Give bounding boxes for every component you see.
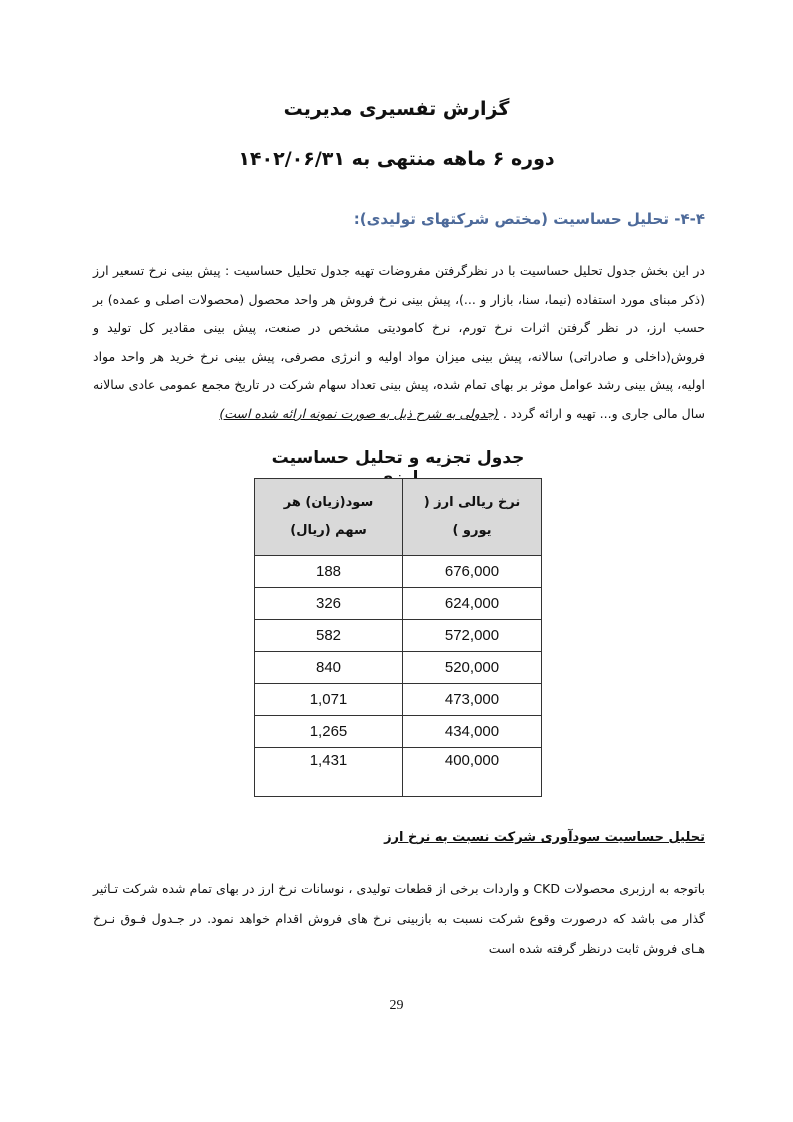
table-row bbox=[255, 716, 542, 748]
table-row bbox=[255, 556, 542, 588]
cell-eps: 1,265 bbox=[255, 716, 403, 748]
table-row bbox=[255, 588, 542, 620]
cell-eps: 1,071 bbox=[255, 684, 403, 716]
header-rate: نرخ ریالی ارز ( یورو ) bbox=[403, 479, 542, 556]
intro-paragraph bbox=[93, 257, 705, 429]
cell-rate: 434,000 bbox=[403, 716, 542, 748]
table-header-row bbox=[255, 479, 542, 556]
cell-rate: 473,000 bbox=[403, 684, 542, 716]
section-heading: ۴-۴- تحلیل حساسیت (مختص شرکتهای تولیدی): bbox=[353, 210, 705, 228]
cell-eps: 582 bbox=[255, 620, 403, 652]
table-row bbox=[255, 684, 542, 716]
header-eps: سود(زیان) هر سهم (ریال) bbox=[255, 479, 403, 556]
cell-rate: 676,000 bbox=[403, 556, 542, 588]
analysis-paragraph: باتوجه به ارزبری محصولات CKD و واردات برخی از قطعات تولیدی ، نوسانات نرخ ارز در بهای تمام شده شرکت تـاثیر گذار می باشد که درصورت وقوع شرکت نسبت به بازبینی نرخ های فروش اقدام خواهد نمود. در جـدول فـوق نـرخ هـای فروش ثابت درنظر گرفته شده است bbox=[93, 881, 705, 956]
cell-eps: 1,431 bbox=[255, 748, 403, 797]
cell-eps: 188 bbox=[255, 556, 403, 588]
intro-text: در این بخش جدول تحلیل حساسیت با در نظرگرفتن مفروضات تهیه جدول تحلیل حساسیت : پیش بینی نرخ تسعیر ارز (ذکر مبنای مورد استفاده (نیما، سنا، بازار و ...)، پیش بینی نرخ فروش هر واحد محصول (محصولات اصلی و عمده) بر حسب ارز، در نظر گرفتن اثرات نرخ تورم، نرخ کامودیتی مشخص در صنعت، پیش بینی مقادیر کل تولید و فروش(داخلی و صادراتی) سالانه، پیش بینی میزان مواد اولیه و انرژی مصرفی، پیش بینی نرخ خرید هر واحد مواد اولیه، پیش بینی رشد عوامل موثر بر بهای تمام شده، پیش بینی تعداد سهام شرکت در تاریخ مجمع عمومی عادی سالانه سال مالی جاری و... تهیه و ارائه گردد . bbox=[93, 263, 705, 421]
analysis-heading: تحلیل حساسیت سودآوری شرکت نسبت به نرخ ارز bbox=[384, 830, 705, 845]
cell-rate: 400,000 bbox=[403, 748, 542, 797]
table-row bbox=[255, 620, 542, 652]
table-row bbox=[255, 748, 542, 797]
table-row bbox=[255, 652, 542, 684]
cell-eps: 326 bbox=[255, 588, 403, 620]
cell-rate: 624,000 bbox=[403, 588, 542, 620]
cell-rate: 520,000 bbox=[403, 652, 542, 684]
sensitivity-table bbox=[254, 478, 542, 797]
page-number: 29 bbox=[389, 998, 404, 1013]
page-title: گزارش تفسیری مدیریت bbox=[283, 98, 510, 120]
cell-rate: 572,000 bbox=[403, 620, 542, 652]
table-title: جدول تجزیه و تحلیل حساسیت bbox=[271, 448, 525, 468]
page-subtitle: دوره ۶ ماهه منتهی به ۱۴۰۲/۰۶/۳۱ bbox=[238, 148, 555, 170]
intro-note: (جدولی به شرح ذیل به صورت نمونه ارائه شده است) bbox=[219, 405, 499, 421]
cell-eps: 840 bbox=[255, 652, 403, 684]
